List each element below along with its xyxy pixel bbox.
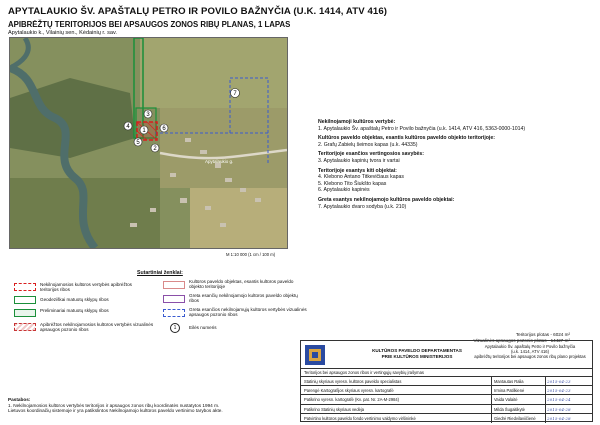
map-marker-1-label: 1 [142,128,146,134]
signature-name: Vaida Valaitė [494,397,518,403]
map-image [9,37,288,249]
stamp-object-line-1: Apytalaukio Šv. apaštalų Petro ir Povilo bažnyčia [484,344,576,349]
signature-date: 2015-04-28 [547,406,571,412]
page-subtitle: APIBRĖŽTŲ TERITORIJOS BEI APSAUGOS ZONOS RIBŲ PLANAS, 1 LAPAS [8,20,291,29]
visual-zone-area: Vizualinės apsaugos pozonio plotas - 14427 m² [473,338,570,343]
map-field-north [140,38,287,108]
legend-swatch-territory [14,283,36,291]
map-marker-7-label: 7 [233,91,237,97]
notes-line-1: 1. Nekilnojamosios kultūros vertybės teritorijos ir apsaugos zonos ribų koordinatės nustatytos 1994 m. [8,402,220,408]
map-road-label: Apytalaukio g. [205,159,234,164]
legend-geodetic: Geodeziškai matuotų sklypų ribos [40,297,109,302]
signature-role: Statinių skyriaus vyresn. kultūros paveldo specialistas [304,379,402,384]
signature-date: 2015-04-23 [547,388,571,394]
title-block [300,340,593,422]
legend-swatch-neighbor-zone [163,309,185,317]
signature-role: Patikrino vyresn. kartografė (Kv. pat. Nr. 2A-M-2984) [304,397,400,403]
signature-row [301,413,592,423]
agency-logo-icon [304,344,326,366]
location-line: Apytalaukio k., Vilainių sen., Kėdainių r. sav. [8,30,117,36]
stamp-object-line-2: (u.k. 1414, ATV 416) [510,349,550,355]
info-heading-5: Greta esantys nekilnojamojo kultūros paveldo objektai: [318,196,455,203]
signature-date: 2015-04-24 [547,397,571,403]
signature-name: Milda Šugaitikytė [494,406,525,412]
map-scale: M 1:10 000 (1 cm / 100 m) [226,252,276,257]
map-marker-5-label: 5 [136,140,140,146]
stamp-object-line-3: apibrėžtų teritorijos bei apsaugos zonos ribų plano projektas [474,354,586,360]
object-info [318,116,588,210]
legend-swatch-preliminary [14,309,36,317]
notes-line-2: Lietuvos koordinačių sistemoje ir yra patikslintos Nekilnojamojo kultūros paveldo vertinimo tarybos akte. [8,408,223,414]
stamp-subtitle-row [301,368,592,376]
notes [8,397,223,414]
signature-role: Parengė Kartografijos skyriaus vyresn. kartografė [304,388,394,394]
map-marker-2-label: 2 [153,146,157,152]
signature-name: Irmina Patilkienė [494,388,525,394]
column-divider [545,414,546,423]
signature-role: Patikrino Statinių skyriaus vedėja [304,406,365,412]
info-heading-1: Nekilnojamoji kultūros vertybė: [318,119,396,125]
territory-area: Teritorijos plotas - 6024 m² [515,332,570,337]
column-divider [491,414,492,423]
info-heading-4: Teritorijoje esantys kiti objektai: [318,167,397,174]
map-marker-4-label: 4 [126,124,130,130]
signature-role: Patvirtino kultūros paveldo fondo vertinimo valdymo viršininkė [304,415,416,421]
info-item-3: 3. Apytalaukio kapinių tvora ir vartai [318,157,400,164]
info-heading-3: Teritorijoje esančios vertingosios savybės: [318,151,424,158]
signature-date: 2015-04-28 [547,415,571,421]
stamp-subtitle: Teritorijos bei apsaugos zonos ribos ir vertingųjų savybių įrašymas [304,370,424,375]
agency-name-line-1: KULTŪROS PAVELDO DEPARTAMENTAS [372,348,462,353]
info-heading-2: Kultūros paveldo objektas, esantis kultūros paveldo objekto teritorijoje: [318,135,495,142]
info-item-4: 4. Klebono Antano Titkevičiaus kapas [318,174,404,181]
map-canvas [10,38,287,248]
info-item-7: 7. Apytalaukio dvaro sodyba (u.k. 210) [318,203,407,210]
map-marker-3-label: 3 [146,112,150,118]
legend-swatch-heritage-object [163,281,185,289]
legend-swatch-neighbor [163,295,185,303]
legend-heritage-object: Kultūros paveldo objektas, esantis kultūros paveldo objekto teritorijoje [189,279,294,290]
legend-number-icon: 1 [170,323,180,333]
signature-name: Mantautas Ralia [494,379,524,384]
map-field-southeast [190,188,287,248]
legend-swatch-visual-zone [14,323,36,331]
signature-name: Giedrė Riedvilaviičienė [494,415,536,421]
legend-title: Sutartiniai ženklai: [137,270,183,276]
legend-neighbor: Greta esančių nekilnojamojo kultūros paveldo objektų ribos [189,293,298,304]
notes-title: Pastabos: [8,397,31,402]
page-title: APYTALAUKIO ŠV. APAŠTALŲ PETRO IR POVILO BAŽNYČIA (U.K. 1414, ATV 416) [8,6,388,17]
info-item-2: 2. Grafų Zabielų šeimos kapas (u.k. 44335) [318,141,418,148]
legend-neighbor-zone: Greta esančios nekilnojamųjų kultūros vertybės vizualinės apsaugos pozonio ribos [189,307,307,318]
legend-visual-zone: Apibrėžtos nekilnojamosios kultūros vertybės vizualinės apsaugos pozonio ribos [40,322,154,333]
map-marker-6-label: 6 [162,126,166,132]
legend-number: Eilės numeris [189,325,217,330]
stamp-object-name [469,344,591,360]
legend-territory: Nekilnojamosios kultūros vertybės apibrėžtos teritorijos ribos [40,282,132,293]
info-item-1: 1. Apytalaukio Šv. apaštalų Petro ir Povilo bažnyčia (u.k. 1414, ATV 416, 5363-0000-1014) [318,125,526,132]
legend-swatch-geodetic [14,296,36,304]
legend-preliminary: Preliminariai matuotų sklypų ribos [40,308,109,313]
agency-name-line-2: PRIE KULTŪROS MINISTERIJOS [381,353,453,359]
info-item-5: 5. Klebono Tito Šiukšto kapas [318,180,387,187]
info-item-6: 6. Apytalaukio kapinės [318,187,370,194]
signature-date: 2015-04-23 [547,379,571,384]
